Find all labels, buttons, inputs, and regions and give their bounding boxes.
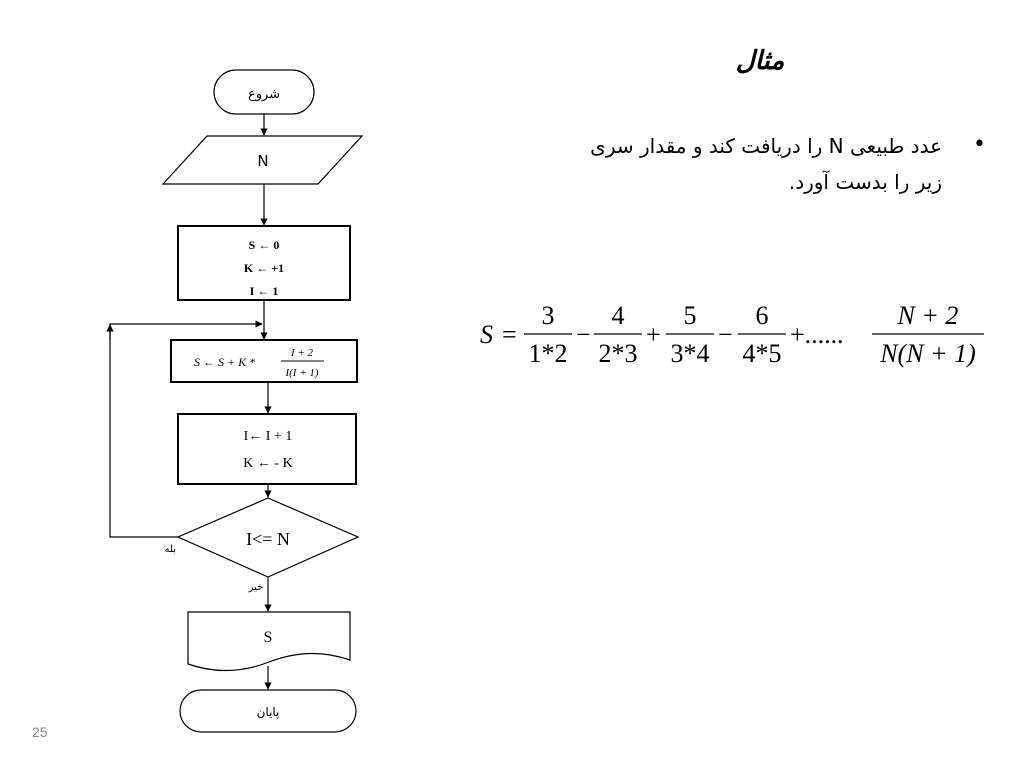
operator-2: +: [646, 320, 661, 349]
compute-numerator: I + 2: [290, 347, 314, 359]
init-k: K ← +1: [243, 261, 285, 275]
decision-node: [178, 498, 358, 577]
operator-1: −: [576, 320, 591, 349]
update-k: K ← - K: [243, 456, 293, 471]
input-label: N: [257, 152, 269, 170]
output-document: [188, 612, 350, 671]
compute-denominator: I(I + 1): [285, 367, 319, 379]
update-process: [178, 414, 356, 484]
term-1-numerator: 3: [541, 301, 555, 330]
term-3-denominator: 3*4: [670, 339, 710, 368]
init-s: S ← 0: [248, 238, 280, 252]
yes-label: بله: [164, 544, 176, 555]
end-label: پایان: [256, 705, 280, 719]
term-4-numerator: 6: [755, 301, 769, 330]
slide-title: مثال: [735, 46, 785, 76]
no-label: خیر: [248, 582, 264, 593]
operator-4: +......: [790, 320, 844, 349]
end-terminal: [180, 690, 356, 732]
last-term-numerator: N + 2: [897, 301, 959, 330]
compute-process: [171, 340, 357, 382]
output-label: S: [263, 629, 273, 646]
bullet-text: عدد طبیعی N را دریافت کند و مقدار سری زیر را بدست آورد.: [590, 134, 942, 194]
decision-label: I<= N: [246, 529, 290, 549]
last-term-denominator: N(N + 1): [880, 339, 976, 368]
operator-3: −: [718, 320, 733, 349]
page-number: 25: [32, 724, 48, 740]
formula-lhs: S: [480, 320, 493, 349]
formula-equals: =: [502, 320, 517, 349]
term-4-denominator: 4*5: [742, 339, 782, 368]
bullet-icon: •: [973, 132, 986, 157]
input-node: [163, 136, 362, 184]
start-label: شروع: [247, 87, 281, 102]
update-i: I← I + 1: [243, 429, 293, 444]
term-2-denominator: 2*3: [598, 339, 638, 368]
term-1-denominator: 1*2: [528, 339, 568, 368]
init-i: I ← 1: [249, 284, 279, 298]
init-process: [178, 226, 350, 300]
compute-lhs: S ← S + K *: [194, 355, 256, 369]
term-3-numerator: 5: [683, 301, 697, 330]
term-2-numerator: 4: [611, 301, 625, 330]
start-terminal: [214, 70, 314, 114]
